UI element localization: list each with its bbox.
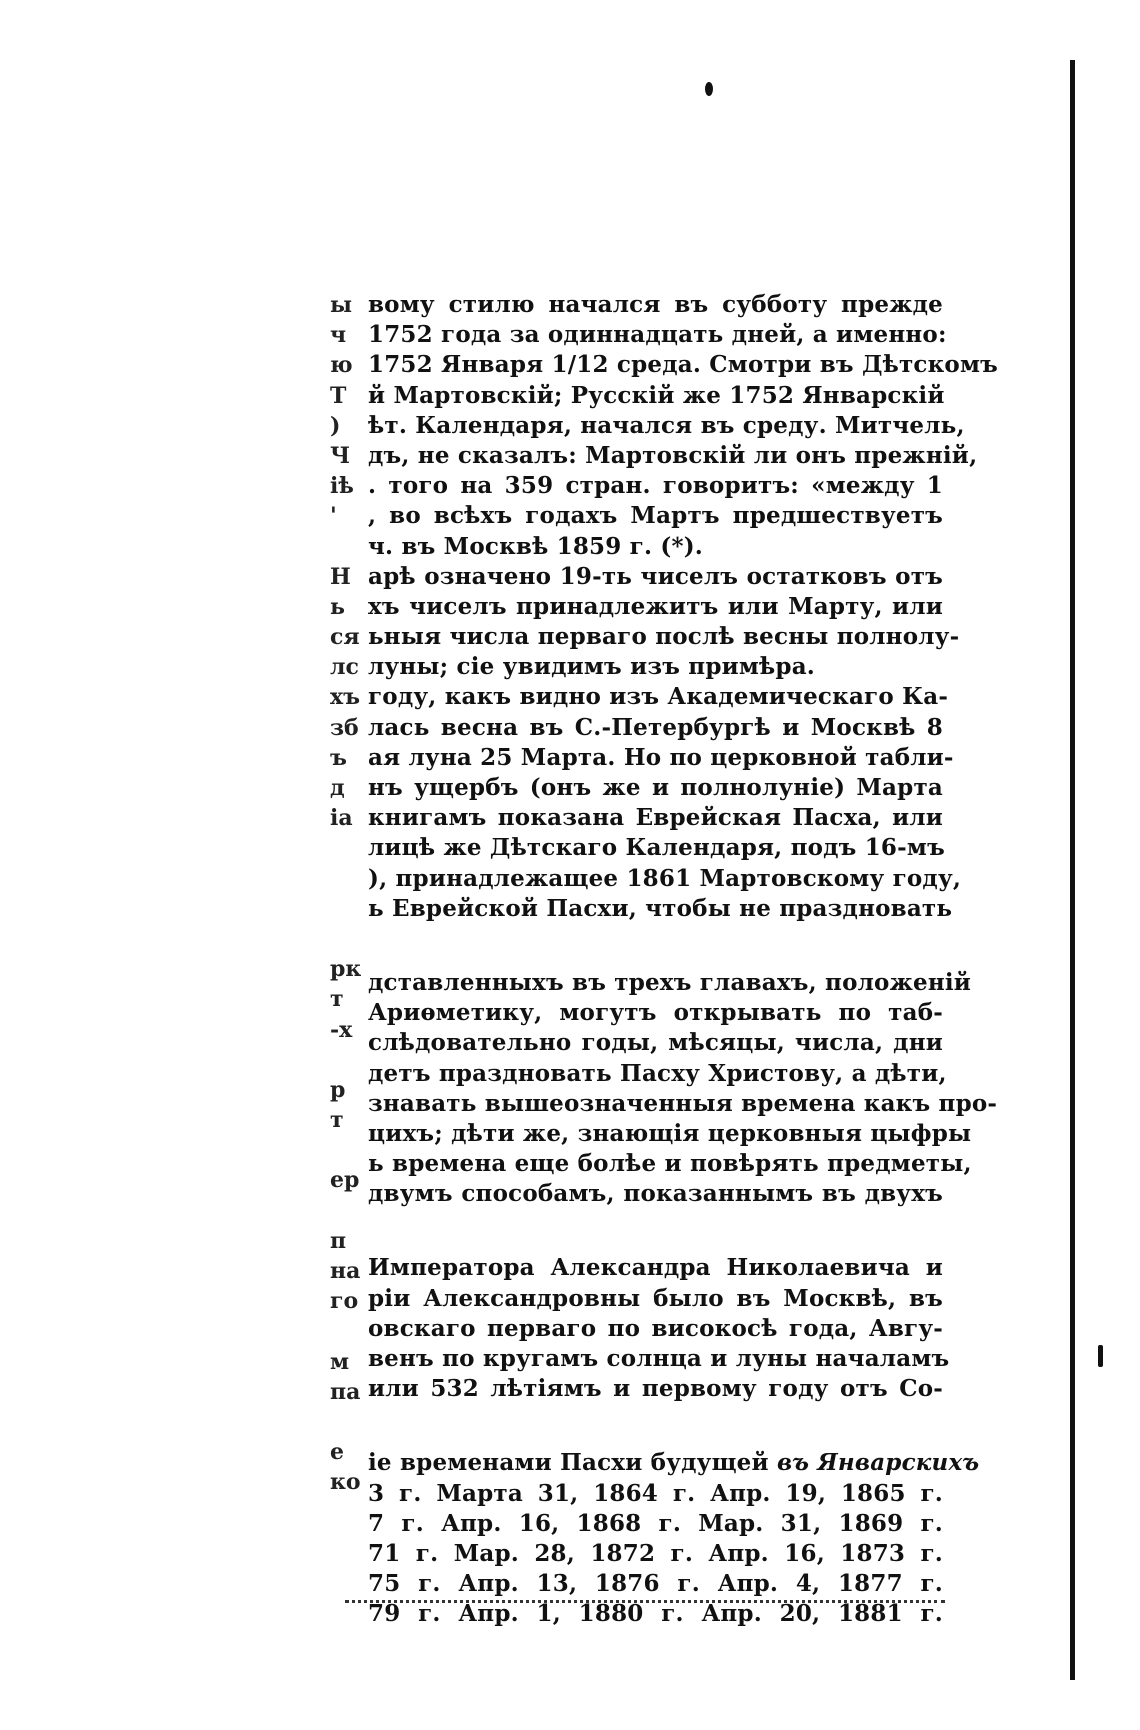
margin-fragment: ю xyxy=(330,352,353,379)
margin-fragment: го xyxy=(330,1288,359,1315)
margin-fragment xyxy=(330,1196,370,1226)
easter-date-row: 3 г. Марта 31, 1864 г. Апр. 19, 1865 г. xyxy=(368,1479,943,1507)
text-line: . того на 359 стран. говоритъ: «между 1 xyxy=(368,472,943,500)
paragraph-gap xyxy=(368,1404,943,1448)
margin-fragment xyxy=(330,1498,370,1528)
text-line: луны; сіе увидимъ изъ примѣра. xyxy=(368,653,815,681)
margin-fragment: хъ xyxy=(330,684,360,711)
margin-fragment: ер xyxy=(330,1167,360,1194)
heading-plain: іе временами Пасхи будущей xyxy=(368,1449,769,1477)
scan-edge-bar xyxy=(1070,60,1075,1680)
margin-fragment xyxy=(330,1045,370,1075)
ink-speck xyxy=(705,82,713,96)
text-line: , во всѣхъ годахъ Мартъ предшествуетъ xyxy=(368,502,943,530)
margin-fragment: іѣ xyxy=(330,473,354,500)
text-line: й Мартовскій; Русскій же 1752 Январскій xyxy=(368,381,945,409)
margin-fragment: т xyxy=(330,1107,344,1134)
margin-fragment: на xyxy=(330,1258,361,1284)
margin-fragment: ь xyxy=(330,593,345,620)
paragraph-4 xyxy=(368,968,998,1210)
margin-fragment: -х xyxy=(330,1016,353,1043)
margin-fragment: п xyxy=(330,1227,347,1254)
text-line: лицѣ же Дѣтскаго Календаря, подъ 16-мъ xyxy=(368,834,945,862)
ink-speck xyxy=(1098,1345,1103,1367)
text-line: ь времена еще болѣе и повѣрять предметы, xyxy=(368,1150,972,1178)
heading-italic: въ Январскихъ xyxy=(777,1449,980,1477)
paragraph-3 xyxy=(368,682,962,924)
margin-fragment: ся xyxy=(330,624,360,651)
paragraph-2 xyxy=(368,562,960,683)
text-line: ), принадлежащее 1861 Мартовскому году, xyxy=(368,864,962,892)
text-line: ьныя числа перваго послѣ весны полнолу- xyxy=(368,623,960,651)
margin-fragment: Н xyxy=(330,563,351,590)
paragraph-gap xyxy=(368,924,943,968)
body-text xyxy=(368,290,998,1630)
margin-fragment xyxy=(330,532,370,562)
margin-fragment: Т xyxy=(330,382,347,409)
text-line: лась весна въ С.-Петербургѣ и Москвѣ 8 xyxy=(368,713,943,741)
paragraph-gap xyxy=(368,1209,943,1253)
text-line: цихъ; дѣти же, знающія церковныя цыфры xyxy=(368,1119,972,1147)
text-line: или 532 лѣтіямъ и первому году отъ Со- xyxy=(368,1375,943,1403)
margin-fragment xyxy=(330,1316,370,1346)
text-line: венъ по кругамъ солнца и луны началамъ xyxy=(368,1345,950,1372)
margin-fragment: іа xyxy=(330,805,353,832)
margin-fragment: па xyxy=(330,1378,361,1405)
text-line: арѣ означено 19-ть чиселъ остатковъ отъ xyxy=(368,562,943,590)
text-line: хъ чиселъ принадлежитъ или Марту, или xyxy=(368,592,943,620)
margin-fragment: ы xyxy=(330,292,353,318)
text-line: 1752 года за одиннадцать дней, а именно: xyxy=(368,321,947,349)
margin-fragment: ) xyxy=(330,412,341,439)
margin-fragment: зб xyxy=(330,714,359,741)
margin-fragment: ко xyxy=(330,1469,361,1496)
margin-fragment: т xyxy=(330,986,344,1013)
margin-fragment: м xyxy=(330,1348,350,1375)
text-line: дставленныхъ въ трехъ главахъ, положеній xyxy=(368,968,972,996)
text-line: 1752 Января 1/12 среда. Смотри въ Дѣтскомъ xyxy=(368,351,998,379)
text-line: ч. въ Москвѣ 1859 г. (*). xyxy=(368,532,703,560)
text-line: ріи Александровны было въ Москвѣ, въ xyxy=(368,1284,943,1312)
margin-fragment xyxy=(330,833,370,863)
margin-fragment xyxy=(330,864,370,894)
margin-fragment xyxy=(330,1135,370,1165)
paragraph-1 xyxy=(368,290,998,562)
margin-fragment: р xyxy=(330,1076,346,1103)
margin-fragment: ч xyxy=(330,322,347,349)
text-line: дъ, не сказалъ: Мартовскій ли онъ прежній, xyxy=(368,441,978,469)
text-line: слѣдовательно годы, мѣсяцы, числа, дни xyxy=(368,1029,943,1057)
margin-fragment xyxy=(330,1528,370,1558)
easter-date-row: 7 г. Апр. 16, 1868 г. Мар. 31, 1869 г. xyxy=(368,1509,943,1537)
margin-fragment: рк xyxy=(330,956,362,983)
text-line: году, какъ видно изъ Академическаго Ка- xyxy=(368,683,949,711)
margin-fragment: ' xyxy=(330,503,337,530)
paragraph-5 xyxy=(368,1253,950,1404)
text-line: детъ праздновать Пасху Христову, а дѣти, xyxy=(368,1059,947,1087)
text-line: знавать вышеозначенныя времена какъ про- xyxy=(368,1089,998,1117)
text-line: ая луна 25 Марта. Но по церковной табли- xyxy=(368,743,954,771)
easter-date-row: 75 г. Апр. 13, 1876 г. Апр. 4, 1877 г. xyxy=(368,1570,943,1598)
easter-date-row: 79 г. Апр. 1, 1880 г. Апр. 20, 1881 г. xyxy=(368,1600,943,1628)
text-line: книгамъ показана Еврейская Пасха, или xyxy=(368,804,943,832)
margin-fragment xyxy=(330,894,370,924)
margin-fragment: Ч xyxy=(330,442,351,469)
margin-fragment xyxy=(330,1407,370,1437)
text-line: ь Еврейской Пасхи, чтобы не праздновать xyxy=(368,894,953,922)
text-line: овскаго перваго по високосѣ года, Авгу- xyxy=(368,1314,943,1342)
easter-date-row: 71 г. Мар. 28, 1872 г. Апр. 16, 1873 г. xyxy=(368,1539,943,1567)
text-line: нъ ущербъ (онъ же и полнолуніе) Марта xyxy=(368,774,943,801)
margin-fragment xyxy=(330,924,370,954)
text-line: вому стилю начался въ субботу прежде xyxy=(368,291,943,318)
text-line: Ариѳметику, могутъ открывать по таб- xyxy=(368,999,943,1027)
cut-off-line xyxy=(345,1600,945,1603)
easter-dates-heading xyxy=(368,1448,980,1478)
text-line: ѣт. Календаря, начался въ среду. Митчель, xyxy=(368,411,965,439)
left-margin-fragments xyxy=(330,290,370,1558)
text-line: Императора Александра Николаевича и xyxy=(368,1254,943,1282)
margin-fragment: е xyxy=(330,1439,344,1466)
margin-fragment: д xyxy=(330,775,345,801)
margin-fragment: лс xyxy=(330,654,359,681)
margin-fragment: ъ xyxy=(330,744,347,771)
text-line: двумъ способамъ, показаннымъ въ двухъ xyxy=(368,1180,943,1208)
